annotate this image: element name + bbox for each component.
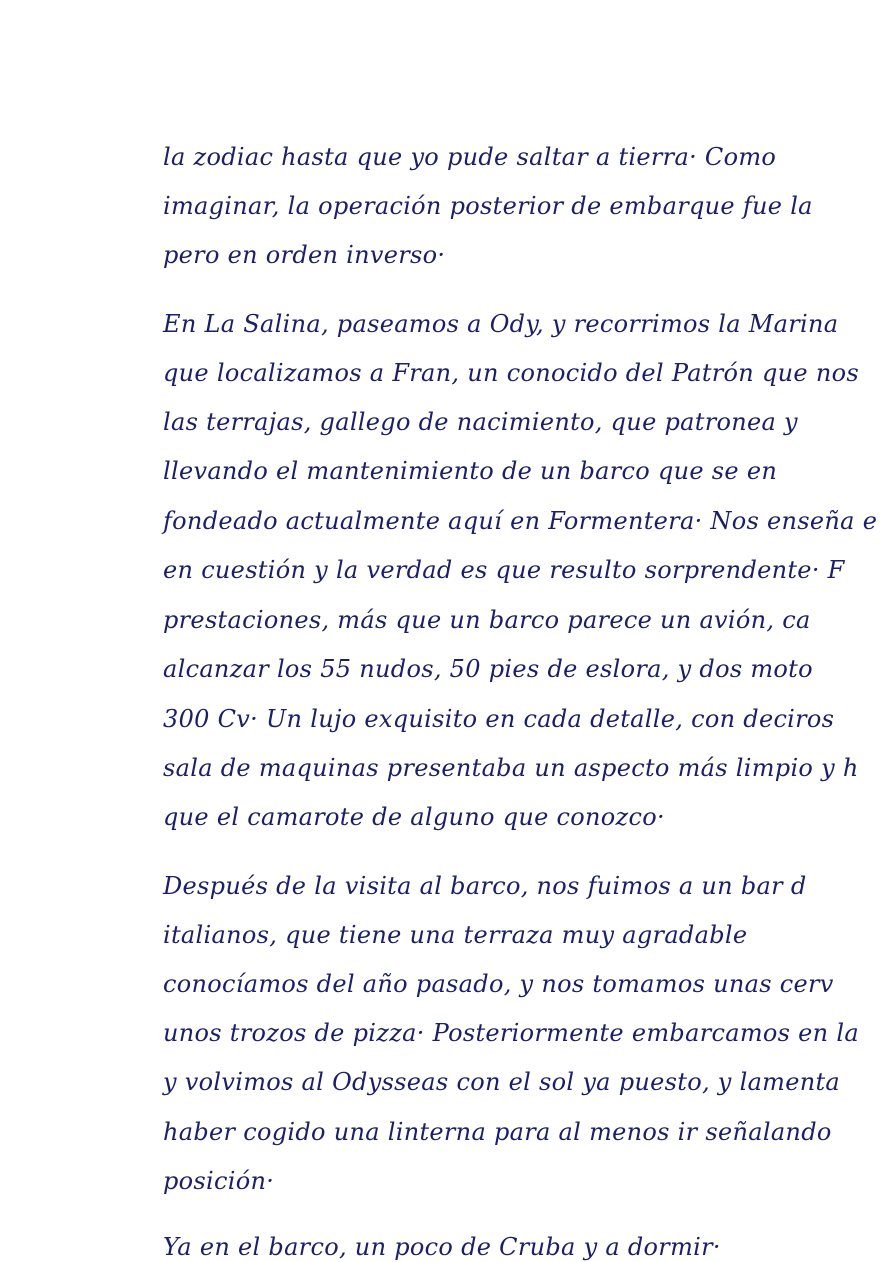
- text-line: pero en orden inverso·: [163, 241, 446, 269]
- text-line: las terrajas, gallego de nacimiento, que patronea y: [163, 408, 798, 436]
- text-line: la zodiac hasta que yo pude saltar a tierra· Como: [163, 143, 777, 171]
- text-line: fondeado actualmente aquí en Formentera· Nos enseña e: [163, 507, 878, 535]
- text-line: y volvimos al Odysseas con el sol ya puesto, y lamenta: [163, 1068, 841, 1096]
- text-line: alcanzar los 55 nudos, 50 pies de eslora, y dos moto: [163, 655, 813, 683]
- text-line: sala de maquinas presentaba un aspecto más limpio y h: [163, 754, 859, 782]
- text-line: posición·: [163, 1167, 275, 1195]
- text-line: que localizamos a Fran, un conocido del Patrón que nos: [163, 359, 859, 387]
- text-line: que el camarote de alguno que conozco·: [163, 803, 665, 831]
- text-line: haber cogido una linterna para al menos ir señalando: [163, 1118, 832, 1146]
- text-line: Ya en el barco, un poco de Cruba y a dormir·: [163, 1233, 721, 1261]
- text-line: 300 Cv· Un lujo exquisito en cada detalle, con deciros: [163, 705, 835, 733]
- text-line: llevando el mantenimiento de un barco que se en: [163, 457, 778, 485]
- text-line: En La Salina, paseamos a Ody, y recorrimos la Marina: [163, 310, 839, 338]
- text-line: Después de la visita al barco, nos fuimos a un bar d: [163, 872, 807, 900]
- text-line: imaginar, la operación posterior de embarque fue la: [163, 192, 813, 220]
- text-line: unos trozos de pizza· Posteriormente embarcamos en la: [163, 1019, 859, 1047]
- text-line: conocíamos del año pasado, y nos tomamos unas cerv: [163, 970, 834, 998]
- text-line: prestaciones, más que un barco parece un avión, ca: [163, 606, 811, 634]
- text-line: en cuestión y la verdad es que resulto sorprendente· F: [163, 556, 845, 584]
- text-line: italianos, que tiene una terraza muy agradable: [163, 921, 748, 949]
